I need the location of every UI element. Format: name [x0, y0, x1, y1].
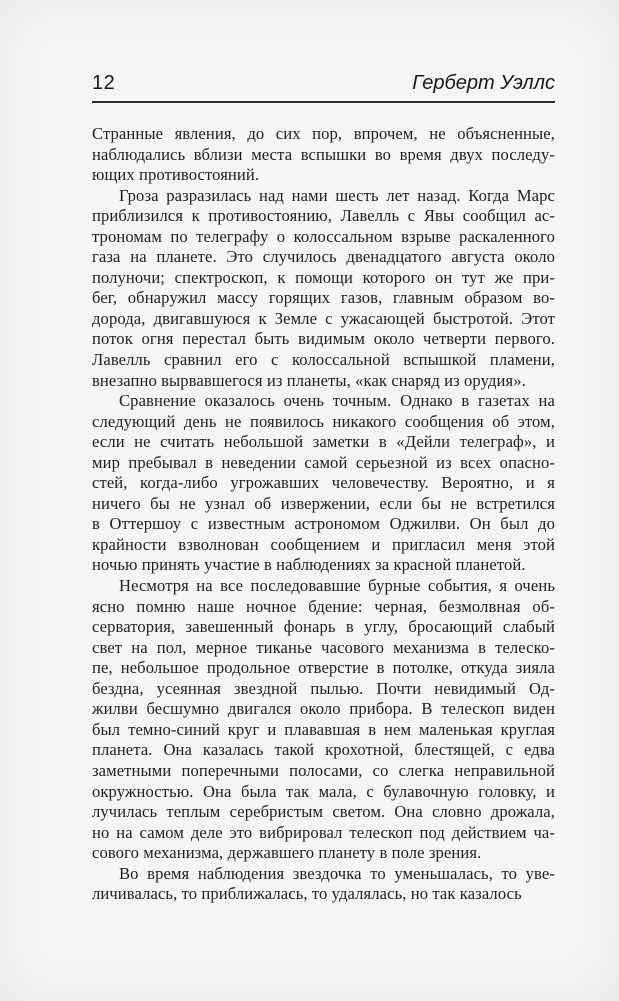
text-line: Лавелль сравнил его с колоссальной вспышкой пламени, [92, 350, 555, 370]
text-line: серватория, завешенный фонарь в углу, бросающий слабый [92, 617, 555, 637]
text-line: поток огня перестал быть видимым около четверти первого. [92, 329, 555, 349]
text-line: был темно-синий круг и плававшая в нем маленькая круглая [92, 719, 555, 739]
text-line: Несмотря на все последовавшие бурные события, я очень [119, 576, 555, 596]
text-line: наблюдались вблизи места вспышки во время двух последу- [92, 144, 555, 164]
page-header [92, 72, 555, 103]
text-line: газа на планете. Это случилось двенадцатого августа около [92, 247, 555, 267]
text-line: если не считать небольшой заметки в «Дейли телеграф», и [92, 432, 555, 452]
text-line: следующий день не появилось никакого сообщения об этом, [92, 411, 555, 431]
text-line: дорода, двигавшуюся к Земле с ужасающей быстротой. Этот [92, 308, 555, 328]
text-line: окружностью. Она была так мала, с булавочную головку, и [92, 781, 555, 801]
text-line: бег, обнаружил массу горящих газов, главным образом во- [92, 288, 555, 308]
paragraph [92, 391, 555, 576]
text-line: ясно помню наше ночное бдение: черная, безмолвная об- [92, 596, 555, 616]
text-line: в Оттершоу с известным астрономом Оджилви. Он был до [92, 514, 555, 534]
text-line: свет на пол, мерное тиканье часового механизма в телеско- [92, 637, 555, 657]
text-line: стей, когда-либо угрожавших человечеству. Вероятно, и я [92, 473, 555, 493]
text-line: планета. Она казалась такой крохотной, блестящей, с едва [92, 740, 555, 760]
paragraph [92, 864, 555, 905]
text-line: ющих противостояний. [92, 165, 260, 185]
text-line: ночью принять участие в наблюдениях за красной планетой. [92, 555, 526, 575]
text-line: пе, небольшое продольное отверстие в потолке, откуда зияла [92, 658, 555, 678]
text-line: трономам по телеграфу о колоссальном взрыве раскаленного [92, 226, 555, 246]
text-line: личивалась, то приближалась, то удалялась, но так казалось [92, 884, 522, 904]
text-line: но на самом деле это вибрировал телескоп под действием ча- [92, 822, 555, 842]
text-line: Гроза разразилась над нами шесть лет назад. Когда Марс [119, 185, 555, 205]
text-line: Во время наблюдения звездочка то уменьшалась, то уве- [119, 863, 555, 883]
paragraph [92, 186, 555, 391]
text-line: ничего бы не узнал об извержении, если бы не встретился [92, 493, 555, 513]
page-number: 12 [92, 72, 116, 94]
body-text [92, 124, 555, 905]
text-line: сового механизма, державшего планету в поле зрения. [92, 843, 482, 863]
text-line: мир пребывал в неведении самой серьезной из всех опасно- [92, 452, 555, 472]
text-line: внезапно вырвавшегося из планеты, «как снаряд из орудия». [92, 370, 526, 390]
text-line: жилви бесшумно двигался около прибора. В телескоп виден [92, 699, 555, 719]
text-line: Странные явления, до сих пор, впрочем, не объясненные, [92, 124, 555, 143]
text-line: заметными поперечными полосами, со слегка неправильной [92, 760, 555, 780]
paragraph [92, 576, 555, 864]
text-line: полуночи; спектроскоп, к помощи которого он тут же при- [92, 267, 555, 287]
text-line: бездна, усеянная звездной пылью. Почти невидимый Од- [92, 678, 555, 698]
text-line: крайности взволнован сообщением и пригласил меня этой [92, 534, 555, 554]
text-line: Сравнение оказалось очень точным. Однако в газетах на [119, 391, 555, 411]
paragraph [92, 124, 555, 186]
text-line: приблизился к противостоянию, Лавелль с Явы сообщил ас- [92, 206, 555, 226]
text-line: лучилась теплым серебристым светом. Она словно дрожала, [92, 802, 555, 822]
running-title: Герберт Уэллс [412, 72, 555, 94]
